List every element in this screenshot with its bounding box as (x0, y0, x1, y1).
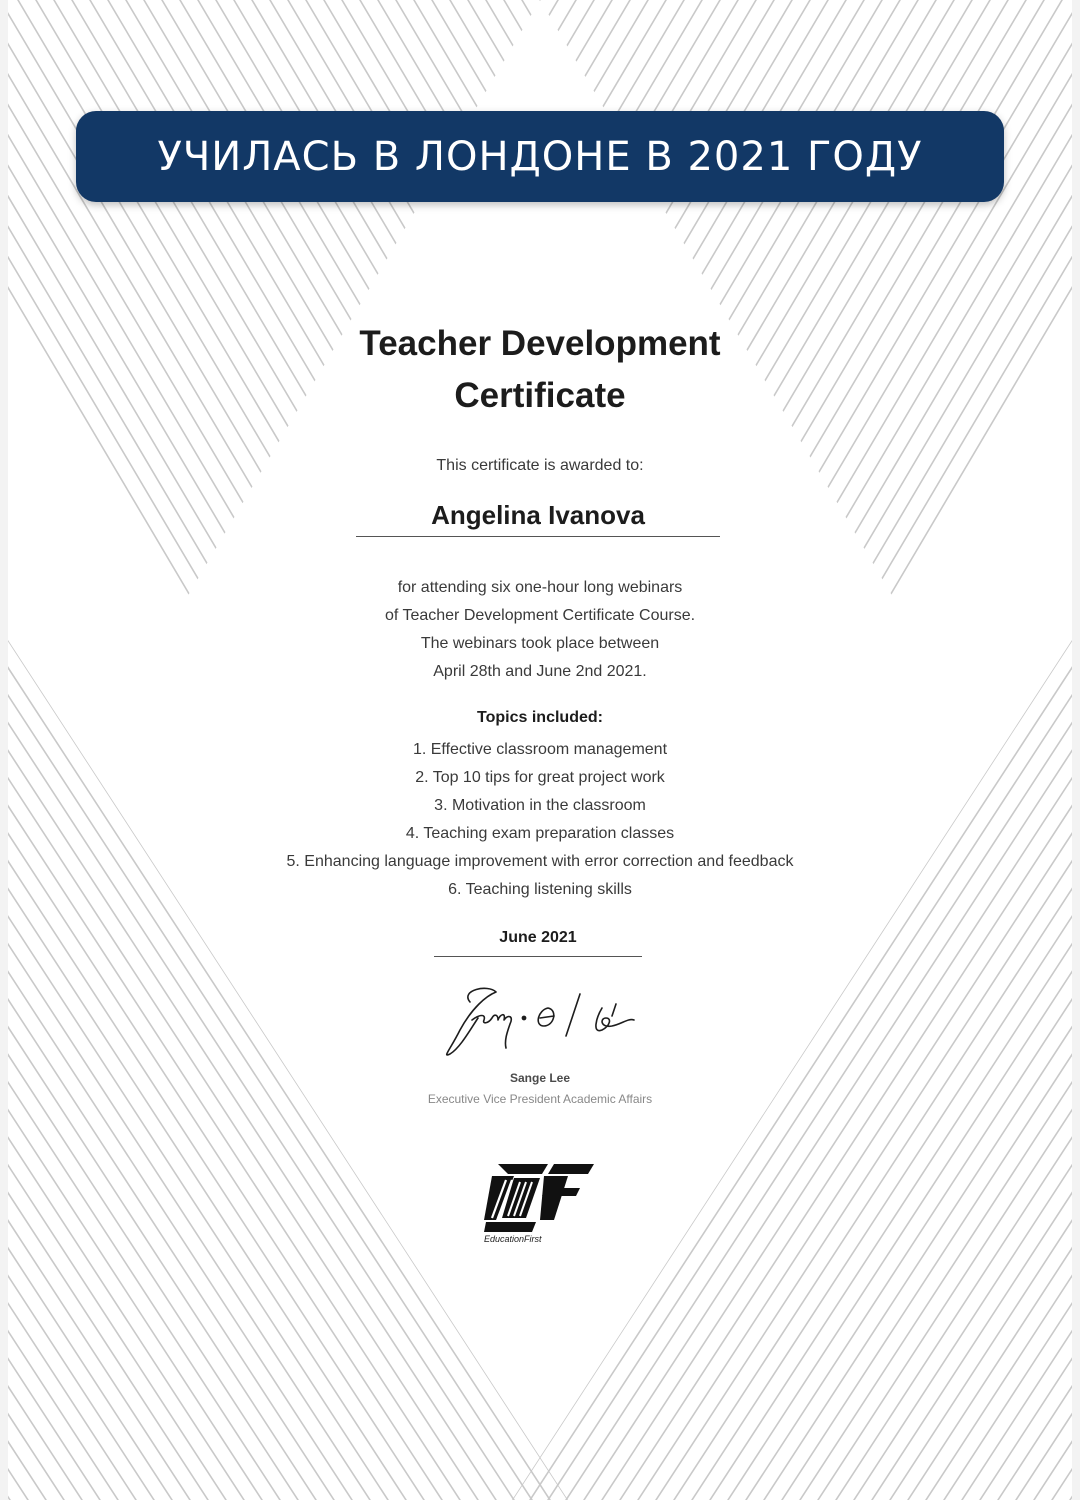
description-line: for attending six one-hour long webinars (397, 579, 683, 596)
signature-icon (430, 978, 650, 1070)
topic-item: 3. Motivation in the classroom (434, 797, 646, 814)
logo-caption: EducationFirst (484, 1234, 542, 1244)
description-line: of Teacher Development Certificate Course. (384, 607, 696, 624)
issue-date: June 2021 (434, 929, 642, 957)
signer-title: Executive Vice President Academic Affairs (427, 1092, 653, 1106)
banner-text: УЧИЛАСЬ В ЛОНДОНЕ В 2021 ГОДУ (157, 133, 923, 180)
title-line-2: Certificate (454, 376, 626, 415)
topic-item: 5. Enhancing language improvement with error correction and feedback (286, 853, 794, 870)
certificate-description (0, 574, 1080, 686)
topics-list (0, 736, 1080, 904)
topic-item: 6. Teaching listening skills (448, 881, 632, 898)
topics-heading: Topics included: (477, 709, 603, 726)
awarded-to-label: This certificate is awarded to: (436, 457, 644, 474)
certificate-title (0, 318, 1080, 422)
topic-item: 1. Effective classroom management (412, 741, 668, 758)
recipient-name: Angelina Ivanova (356, 500, 720, 537)
signer-name: Sange Lee (509, 1071, 571, 1085)
title-line-1: Teacher Development (359, 324, 721, 363)
topic-item: 2. Top 10 tips for great project work (415, 769, 665, 786)
description-line: April 28th and June 2nd 2021. (433, 663, 647, 680)
topic-item: 4. Teaching exam preparation classes (405, 825, 675, 842)
ef-logo-icon (484, 1160, 596, 1244)
description-line: The webinars took place between (420, 635, 660, 652)
